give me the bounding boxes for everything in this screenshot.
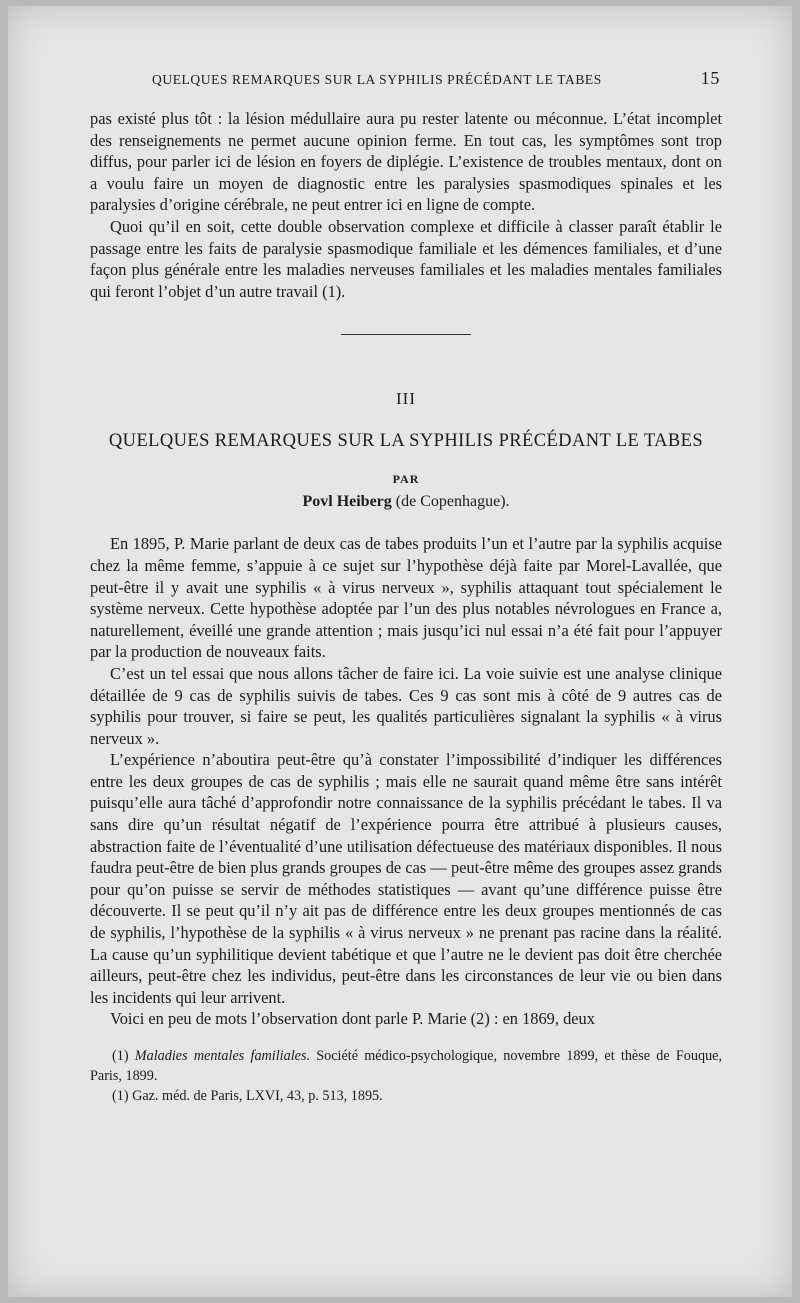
paragraph: En 1895, P. Marie parlant de deux cas de tabes produits l’un et l’autre par la syphilis acquise chez la même femme, s’appuie à ce sujet sur l’hypothèse déjà faite par Morel-Lavallée, que peut-être il y avait une syphilis « à virus nerveux », syphilis attaquant tout spécialement le système nerveux. Cette hypothèse adoptée par l’un des plus notables névrologues en France a, naturellement, éveillé une grande attention ; mais jusqu’ici nul essai n’a été fait pour l’appuyer par la production de nouveaux faits. (90, 534, 722, 662)
footnote-marker: (1) (112, 1048, 129, 1064)
author-line (90, 493, 722, 511)
paragraph: Voici en peu de mots l’observation dont parle P. Marie (2) : en 1869, deux (110, 1009, 595, 1029)
footnote-text: Société médico-psychologique, novembre 1899, et thèse de Fouque, Paris, 1899. (90, 1048, 723, 1084)
author-name: Povl Heiberg (302, 493, 392, 511)
footnote-marker: (1) (112, 1088, 129, 1104)
page-number: 15 (700, 68, 720, 88)
page (8, 6, 792, 1297)
page-body (90, 108, 722, 1106)
article-body (90, 533, 722, 1030)
footnote-title: Maladies mentales familiales. (134, 1048, 311, 1064)
paragraph: L’expérience n’aboutira peut-être qu’à constater l’impossibilité d’indiquer les différences entre les deux groupes de cas de syphilis ; mais elle ne saurait quand même être sans intérêt puisqu’elle aura tâché d’approfondir notre connaissance de la syphilis précédant le tabes. Il va sans dire qu’un résultat négatif de l’expérience pourra être attribué à plusieurs causes, abstraction faite de l’éventualité d’une utilisation défectueuse des matériaux disponibles. Il nous faudra peut-être de bien plus grands groupes de cas — peut-être même des groupes assez grands pour qu’on puisse se servir de méthodes statistiques — avant qu’une différence puisse être découverte. Il se peut qu’il n’y ait pas de différence entre les deux groupes mentionnés de cas de syphilis, l’hypothèse de la syphilis « à virus nerveux » ne prenant pas racine dans la réalité. La cause qu’un syphilitique devient tabétique et que l’autre ne le devient pas doit être cherchée ailleurs, peut-être chez les individus, peut-être dans les circonstances de leur vie ou bien dans les incidents qui leur arrivent. (90, 750, 722, 1007)
author-affiliation: (de Copenhague). (395, 493, 510, 511)
article-title: QUELQUES REMARQUES SUR LA SYPHILIS PRÉCÉDANT LE TABES (108, 431, 704, 452)
byline-par: PAR (392, 472, 420, 487)
running-title: QUELQUES REMARQUES SUR LA SYPHILIS PRÉCÉDANT LE TABES (152, 72, 602, 87)
paragraph: Quoi qu’il en soit, cette double observation complexe et difficile à classer paraît établir le passage entre les faits de paralysie spasmodique familiale et les démences familiales, et d’une façon plus générale entre les maladies nerveuses familiales et les maladies mentales familiales qui feront l’objet d’un autre travail (1). (90, 216, 722, 301)
footnote (90, 1086, 722, 1106)
section-number: III (396, 389, 416, 409)
footnote-text: Gaz. méd. de Paris, LXVI, 43, p. 513, 1895. (132, 1088, 383, 1104)
footnote (90, 1046, 722, 1086)
paragraph: pas existé plus tôt : la lésion médullaire aura pu rester latente ou méconnue. L’état incomplet des renseignements ne permet aucune opinion ferme. En tout cas, les symptômes sont trop diffus, pour parler ici de lésion en foyers de diplégie. L’existence de troubles mentaux, dont on a voulu faire un moyen de diagnostic entre les paralysies spasmodiques spinales et les paralysies d’origine cérébrale, ne peut entrer ici en ligne de compte. (90, 109, 722, 215)
footnotes (90, 1046, 722, 1106)
section-divider (341, 334, 471, 335)
paragraph: C’est un tel essai que nous allons tâcher de faire ici. La voie suivie est une analyse clinique détaillée de 9 cas de syphilis suivis de tabes. Ces 9 cas sont mis à côté de 9 autres cas de syphilis pour trouver, si faire se peut, les qualités particulières signalant la syphilis « à virus nerveux ». (90, 663, 722, 748)
